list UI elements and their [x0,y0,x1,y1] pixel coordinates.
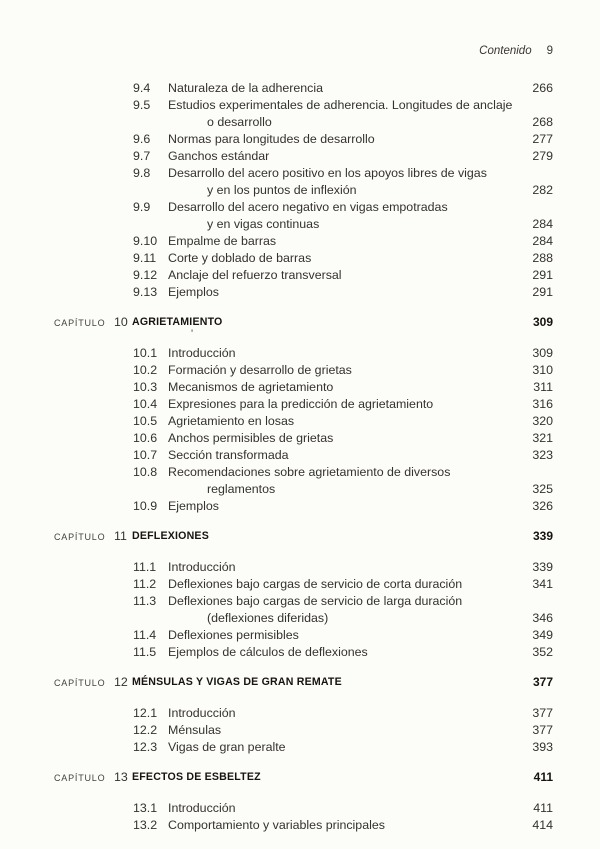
chapter-label: CAPÍTULO [54,318,106,328]
entry-number: 10.8 [133,465,158,479]
entry-number: 11.5 [133,645,157,659]
entry-page-number: 346 [532,611,553,625]
chapter-title: AGRIETAMIENTO [132,316,223,328]
entry-page-number: 268 [532,115,553,129]
entry-number: 12.1 [133,706,158,720]
chapter-entries-10 [0,345,600,515]
entry-page-number: 349 [532,628,553,642]
toc-entry-row [0,362,600,379]
chapter-entries-13 [0,800,600,834]
entry-number: 9.9 [133,200,151,214]
toc-entry-row [0,705,600,722]
chapter-page-number: 377 [532,675,553,689]
toc-entry-row [0,430,600,447]
toc-entry-row [0,250,600,267]
entry-page-number: 325 [532,482,553,496]
entry-title: Anclaje del refuerzo transversal [168,268,342,282]
entry-number: 12.2 [133,723,158,737]
entry-number: 12.3 [133,740,158,754]
toc [0,80,600,834]
entry-page-number: 284 [532,217,553,231]
entry-page-number: 284 [532,234,553,248]
chapter-label: CAPÍTULO [54,532,106,542]
page-folio-number: 9 [546,45,553,57]
toc-entry-row [0,80,600,97]
entry-number: 9.10 [133,234,158,248]
entry-title: Sección transformada [168,448,289,462]
entry-number: 11.1 [133,560,157,574]
toc-entry-row [0,593,600,610]
entry-number: 10.5 [133,414,158,428]
chapter-entries-12 [0,705,600,756]
entry-page-number: 339 [532,560,553,574]
toc-entry-row [0,345,600,362]
entry-title-continuation: y en vigas continuas [207,217,320,231]
chapter-heading-row [0,313,600,331]
entry-title: Desarrollo del acero negativo en vigas empotradas [168,200,448,214]
stray-ink-mark: ' [191,328,194,340]
toc-entry-row [0,413,600,430]
entry-number: 10.1 [133,346,158,360]
toc-entry-row [0,97,600,114]
chapter-page-number: 411 [533,770,553,784]
entry-number: 10.7 [133,448,158,462]
chapter-number: 11 [114,529,127,543]
toc-entry-row [0,644,600,661]
entry-number: 10.4 [133,397,158,411]
entry-title: Ejemplos [168,285,219,299]
chapter-entries-9 [0,80,600,301]
entry-page-number: 320 [532,414,553,428]
entry-title: Introducción [168,801,236,815]
toc-entry-row [0,379,600,396]
entry-number: 9.6 [133,132,151,146]
entry-title: Introducción [168,346,236,360]
entry-number: 9.8 [133,166,151,180]
toc-entry-row [0,284,600,301]
entry-page-number: 309 [532,346,553,360]
chapter-heading-row [0,673,600,691]
entry-title: Ganchos estándar [168,149,270,163]
entry-title: Corte y doblado de barras [168,251,312,265]
entry-title: Deflexiones bajo cargas de servicio de larga duración [168,594,463,608]
toc-continuation-row [0,114,600,131]
entry-number: 10.9 [133,499,158,513]
entry-page-number: 352 [532,645,553,659]
entry-title-continuation: o desarrollo [207,115,272,129]
entry-title: Normas para longitudes de desarrollo [168,132,375,146]
running-header-title: Contenido [479,45,532,57]
chapter-page-number: 339 [532,529,553,543]
entry-page-number: 316 [532,397,553,411]
entry-title: Ejemplos de cálculos de deflexiones [168,645,368,659]
entry-title: Naturaleza de la adherencia [168,81,323,95]
toc-entry-row [0,148,600,165]
entry-page-number: 291 [532,268,553,282]
entry-title: Recomendaciones sobre agrietamiento de diversos [168,465,451,479]
entry-title: Expresiones para la predicción de agrietamiento [168,397,434,411]
entry-number: 11.3 [133,594,157,608]
entry-number: 13.2 [133,818,158,832]
entry-number: 9.12 [133,268,158,282]
chapter-page-number: 309 [532,315,553,329]
toc-entry-row [0,817,600,834]
entry-number: 10.3 [133,380,158,394]
entry-number: 13.1 [133,801,158,815]
entry-page-number: 411 [533,801,553,815]
chapter-number: 13 [114,770,128,784]
entry-number: 9.5 [133,98,151,112]
toc-entry-row [0,165,600,182]
toc-entry-row [0,464,600,481]
chapter-title: MÉNSULAS Y VIGAS DE GRAN REMATE [132,676,342,688]
entry-page-number: 414 [532,818,553,832]
entry-title: Anchos permisibles de grietas [168,431,334,445]
toc-continuation-row [0,216,600,233]
entry-title: Desarrollo del acero positivo en los apoyos libres de vigas [168,166,487,180]
entry-number: 10.6 [133,431,158,445]
entry-page-number: 341 [532,577,553,591]
entry-title: Empalme de barras [168,234,277,248]
entry-title: Deflexiones permisibles [168,628,299,642]
toc-entry-row [0,800,600,817]
entry-page-number: 311 [533,380,553,394]
toc-entry-row [0,131,600,148]
toc-entry-row [0,267,600,284]
entry-title: Introducción [168,706,236,720]
entry-title: Introducción [168,560,236,574]
entry-page-number: 288 [532,251,553,265]
chapter-number: 12 [114,675,128,689]
entry-page-number: 279 [532,149,553,163]
entry-page-number: 282 [532,183,553,197]
chapter-heading-row [0,527,600,545]
toc-entry-row [0,396,600,413]
entry-number: 10.2 [133,363,158,377]
entry-number: 9.13 [133,285,158,299]
entry-page-number: 266 [532,81,553,95]
entry-title: Ménsulas [168,723,222,737]
toc-entry-row [0,498,600,515]
toc-entry-row [0,576,600,593]
chapter-label: CAPÍTULO [54,678,106,688]
running-header [479,45,553,57]
toc-entry-row [0,233,600,250]
chapter-heading-row [0,768,600,786]
entry-title: Comportamiento y variables principales [168,818,385,832]
entry-number: 9.7 [133,149,151,163]
entry-page-number: 393 [532,740,553,754]
entry-number: 9.11 [133,251,157,265]
entry-number: 11.4 [133,628,157,642]
entry-title: Mecanismos de agrietamiento [168,380,334,394]
toc-continuation-row [0,481,600,498]
toc-entry-row [0,722,600,739]
entry-page-number: 326 [532,499,553,513]
toc-entry-row [0,739,600,756]
entry-page-number: 277 [532,132,553,146]
toc-continuation-row [0,610,600,627]
entry-title: Agrietamiento en losas [168,414,295,428]
entry-page-number: 377 [532,706,553,720]
toc-entry-row [0,559,600,576]
entry-number: 9.4 [133,81,151,95]
entry-title: Deflexiones bajo cargas de servicio de corta duración [168,577,463,591]
entry-page-number: 321 [532,431,553,445]
toc-entry-row [0,199,600,216]
chapter-label: CAPÍTULO [54,773,106,783]
toc-continuation-row [0,182,600,199]
entry-title: Ejemplos [168,499,219,513]
entry-title: Formación y desarrollo de grietas [168,363,352,377]
entry-page-number: 323 [532,448,553,462]
chapter-number: 10 [114,315,128,329]
toc-entry-row [0,627,600,644]
entry-title: Estudios experimentales de adherencia. Longitudes de anclaje [168,98,513,112]
chapter-entries-11 [0,559,600,661]
entry-title: Vigas de gran peralte [168,740,286,754]
entry-title-continuation: reglamentos [207,482,276,496]
entry-page-number: 291 [532,285,553,299]
chapter-title: EFECTOS DE ESBELTEZ [132,771,261,783]
entry-title-continuation: (deflexiones diferidas) [207,611,329,625]
entry-page-number: 377 [532,723,553,737]
toc-entry-row [0,447,600,464]
entry-title-continuation: y en los puntos de inflexión [207,183,357,197]
chapter-title: DEFLEXIONES [132,530,209,542]
entry-number: 11.2 [133,577,157,591]
entry-page-number: 310 [532,363,553,377]
